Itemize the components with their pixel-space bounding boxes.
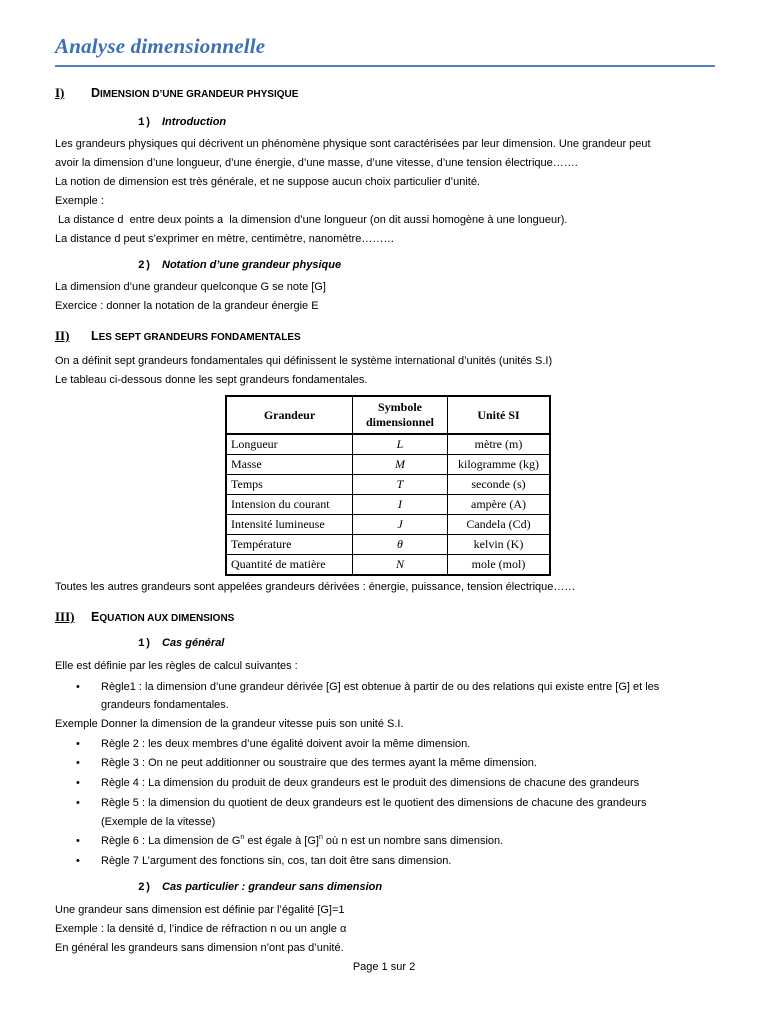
paragraph-line: La dimension d’une grandeur quelconque G se note [G]	[55, 281, 326, 293]
bullet-glyph: •	[76, 681, 80, 693]
table-cell: J	[353, 515, 448, 535]
section-2-initial: L	[91, 329, 99, 343]
table-cell: kelvin (K)	[448, 535, 551, 555]
table-cell: Longueur	[226, 434, 353, 455]
table-cell: I	[353, 495, 448, 515]
paragraph-line: La distance d entre deux points a la dimension d’une longueur (on dit aussi homogène à une longueur).	[55, 214, 568, 226]
title-underline	[55, 65, 715, 67]
table-cell: L	[353, 434, 448, 455]
table-row	[226, 515, 550, 535]
paragraph-line: Exemple : la densité d, l’indice de réfraction n ou un angle α	[55, 923, 347, 935]
list-item-text: Règle1 : la dimension d’une grandeur dérivée [G] est obtenue à partir de ou des relations qui existe entre [G] et les	[101, 681, 660, 693]
subsection-label: Notation d’une grandeur physique	[162, 259, 342, 271]
paragraph-line: On a définit sept grandeurs fondamentales qui définissent le système international d’unités (unités S.I)	[55, 355, 553, 367]
subsection-number: 1)	[138, 638, 152, 650]
table-cell: T	[353, 475, 448, 495]
paragraph-line: Les grandeurs physiques qui décrivent un phénomène physique sont caractérisées par leur dimension. Une grandeur peut	[55, 138, 651, 150]
section-1-number: I)	[55, 85, 65, 100]
section-3-heading	[55, 609, 234, 625]
table-row	[226, 434, 550, 455]
table-cell: mole (mol)	[448, 555, 551, 576]
subsection-number: 2)	[138, 882, 152, 894]
exponent: n	[240, 834, 245, 841]
paragraph-line: Exemple :	[55, 195, 104, 207]
table-cell: Candela (Cd)	[448, 515, 551, 535]
table-row	[226, 475, 550, 495]
list-item-text: Règle 2 : les deux membres d’une égalité doivent avoir la même dimension.	[101, 738, 471, 750]
bullet-glyph: •	[76, 835, 80, 847]
fundamental-quantities-table	[225, 395, 551, 576]
subsection-label: Cas particulier : grandeur sans dimension	[162, 881, 383, 893]
table-cell: θ	[353, 535, 448, 555]
list-item-text: Règle 7 L’argument des fonctions sin, cos, tan doit être sans dimension.	[101, 855, 452, 867]
list-item-text: Règle 3 : On ne peut additionner ou soustraire que des termes ayant la même dimension.	[101, 757, 537, 769]
exponent: n	[318, 834, 323, 841]
document-title: Analyse dimensionnelle	[55, 34, 266, 58]
bullet-glyph: •	[76, 777, 80, 789]
table-cell: Intension du courant	[226, 495, 353, 515]
paragraph-line: Une grandeur sans dimension est définie par l’égalité [G]=1	[55, 904, 345, 916]
paragraph-line: Le tableau ci-dessous donne les sept grandeurs fondamentales.	[55, 374, 368, 386]
rule-6-part: Règle 6 : La dimension de G	[101, 835, 241, 847]
paragraph-line: Elle est définie par les règles de calcul suivantes :	[55, 660, 298, 672]
list-item-text: grandeurs fondamentales.	[101, 699, 229, 711]
table-row	[226, 495, 550, 515]
table-header-cell: Grandeur	[226, 396, 353, 434]
section-3-number: III)	[55, 609, 75, 624]
section-1-title: IMENSION D’UNE GRANDEUR PHYSIQUE	[100, 89, 299, 100]
table-row	[226, 555, 550, 576]
subsection-label: Introduction	[162, 116, 227, 128]
paragraph-line: En général les grandeurs sans dimension n’ont pas d’unité.	[55, 942, 344, 954]
table-cell: Température	[226, 535, 353, 555]
list-item-text: Règle 5 : la dimension du quotient de deux grandeurs est le quotient des dimensions de chacune des grandeurs	[101, 797, 647, 809]
table-row	[226, 535, 550, 555]
section-3-title: QUATION AUX DIMENSIONS	[99, 613, 235, 624]
table-cell: kilogramme (kg)	[448, 455, 551, 475]
subsection-number: 2)	[138, 260, 152, 272]
paragraph-line: avoir la dimension d’une longueur, d’une énergie, d’une masse, d’une vitesse, d’une tension électrique…….	[55, 157, 578, 169]
subsection-label: Cas général	[162, 637, 225, 649]
bullet-glyph: •	[76, 797, 80, 809]
subsection-number: 1)	[138, 117, 152, 129]
paragraph-line: Toutes les autres grandeurs sont appelées grandeurs dérivées : énergie, puissance, tension électrique……	[55, 581, 576, 593]
table-cell: Intensité lumineuse	[226, 515, 353, 535]
section-2-heading	[55, 328, 301, 344]
subsection-3-2-heading	[138, 881, 382, 894]
section-3-initial: E	[91, 610, 100, 624]
list-item-text: Règle 4 : La dimension du produit de deux grandeurs est le produit des dimensions de chacune des grandeurs	[101, 777, 640, 789]
list-item-text: (Exemple de la vitesse)	[101, 816, 216, 828]
list-item-text	[101, 835, 503, 847]
paragraph-line: Exercice : donner la notation de la grandeur énergie E	[55, 300, 319, 312]
table-row	[226, 455, 550, 475]
table-header-cell: Unité SI	[448, 396, 551, 434]
page-footer: Page 1 sur 2	[352, 961, 416, 973]
section-2-number: II)	[55, 328, 70, 343]
bullet-glyph: •	[76, 738, 80, 750]
rule-6-part: où n est un nombre sans dimension.	[322, 835, 504, 847]
table-cell: ampère (A)	[448, 495, 551, 515]
table-cell: Temps	[226, 475, 353, 495]
subsection-1-1-heading	[138, 116, 226, 129]
table-header-cell: Symbole dimensionnel	[353, 396, 448, 434]
paragraph-line: La notion de dimension est très générale, et ne suppose aucun choix particulier d’unité.	[55, 176, 480, 188]
rule-6-part: est égale à [G]	[244, 835, 319, 847]
table-cell: Masse	[226, 455, 353, 475]
section-1-heading	[55, 85, 298, 101]
table-cell: mètre (m)	[448, 434, 551, 455]
table-header-row	[226, 396, 550, 434]
paragraph-line: La distance d peut s’exprimer en mètre, centimètre, nanomètre………	[55, 233, 395, 245]
bullet-glyph: •	[76, 855, 80, 867]
subsection-3-1-heading	[138, 637, 224, 650]
table-cell: seconde (s)	[448, 475, 551, 495]
table-cell: Quantité de matière	[226, 555, 353, 576]
bullet-glyph: •	[76, 757, 80, 769]
paragraph-line: Exemple Donner la dimension de la grandeur vitesse puis son unité S.I.	[55, 718, 404, 730]
section-1-initial: D	[91, 86, 101, 100]
section-2-title: ES SEPT GRANDEURS FONDAMENTALES	[98, 332, 301, 343]
subsection-1-2-heading	[138, 259, 341, 272]
table-cell: N	[353, 555, 448, 576]
table-cell: M	[353, 455, 448, 475]
